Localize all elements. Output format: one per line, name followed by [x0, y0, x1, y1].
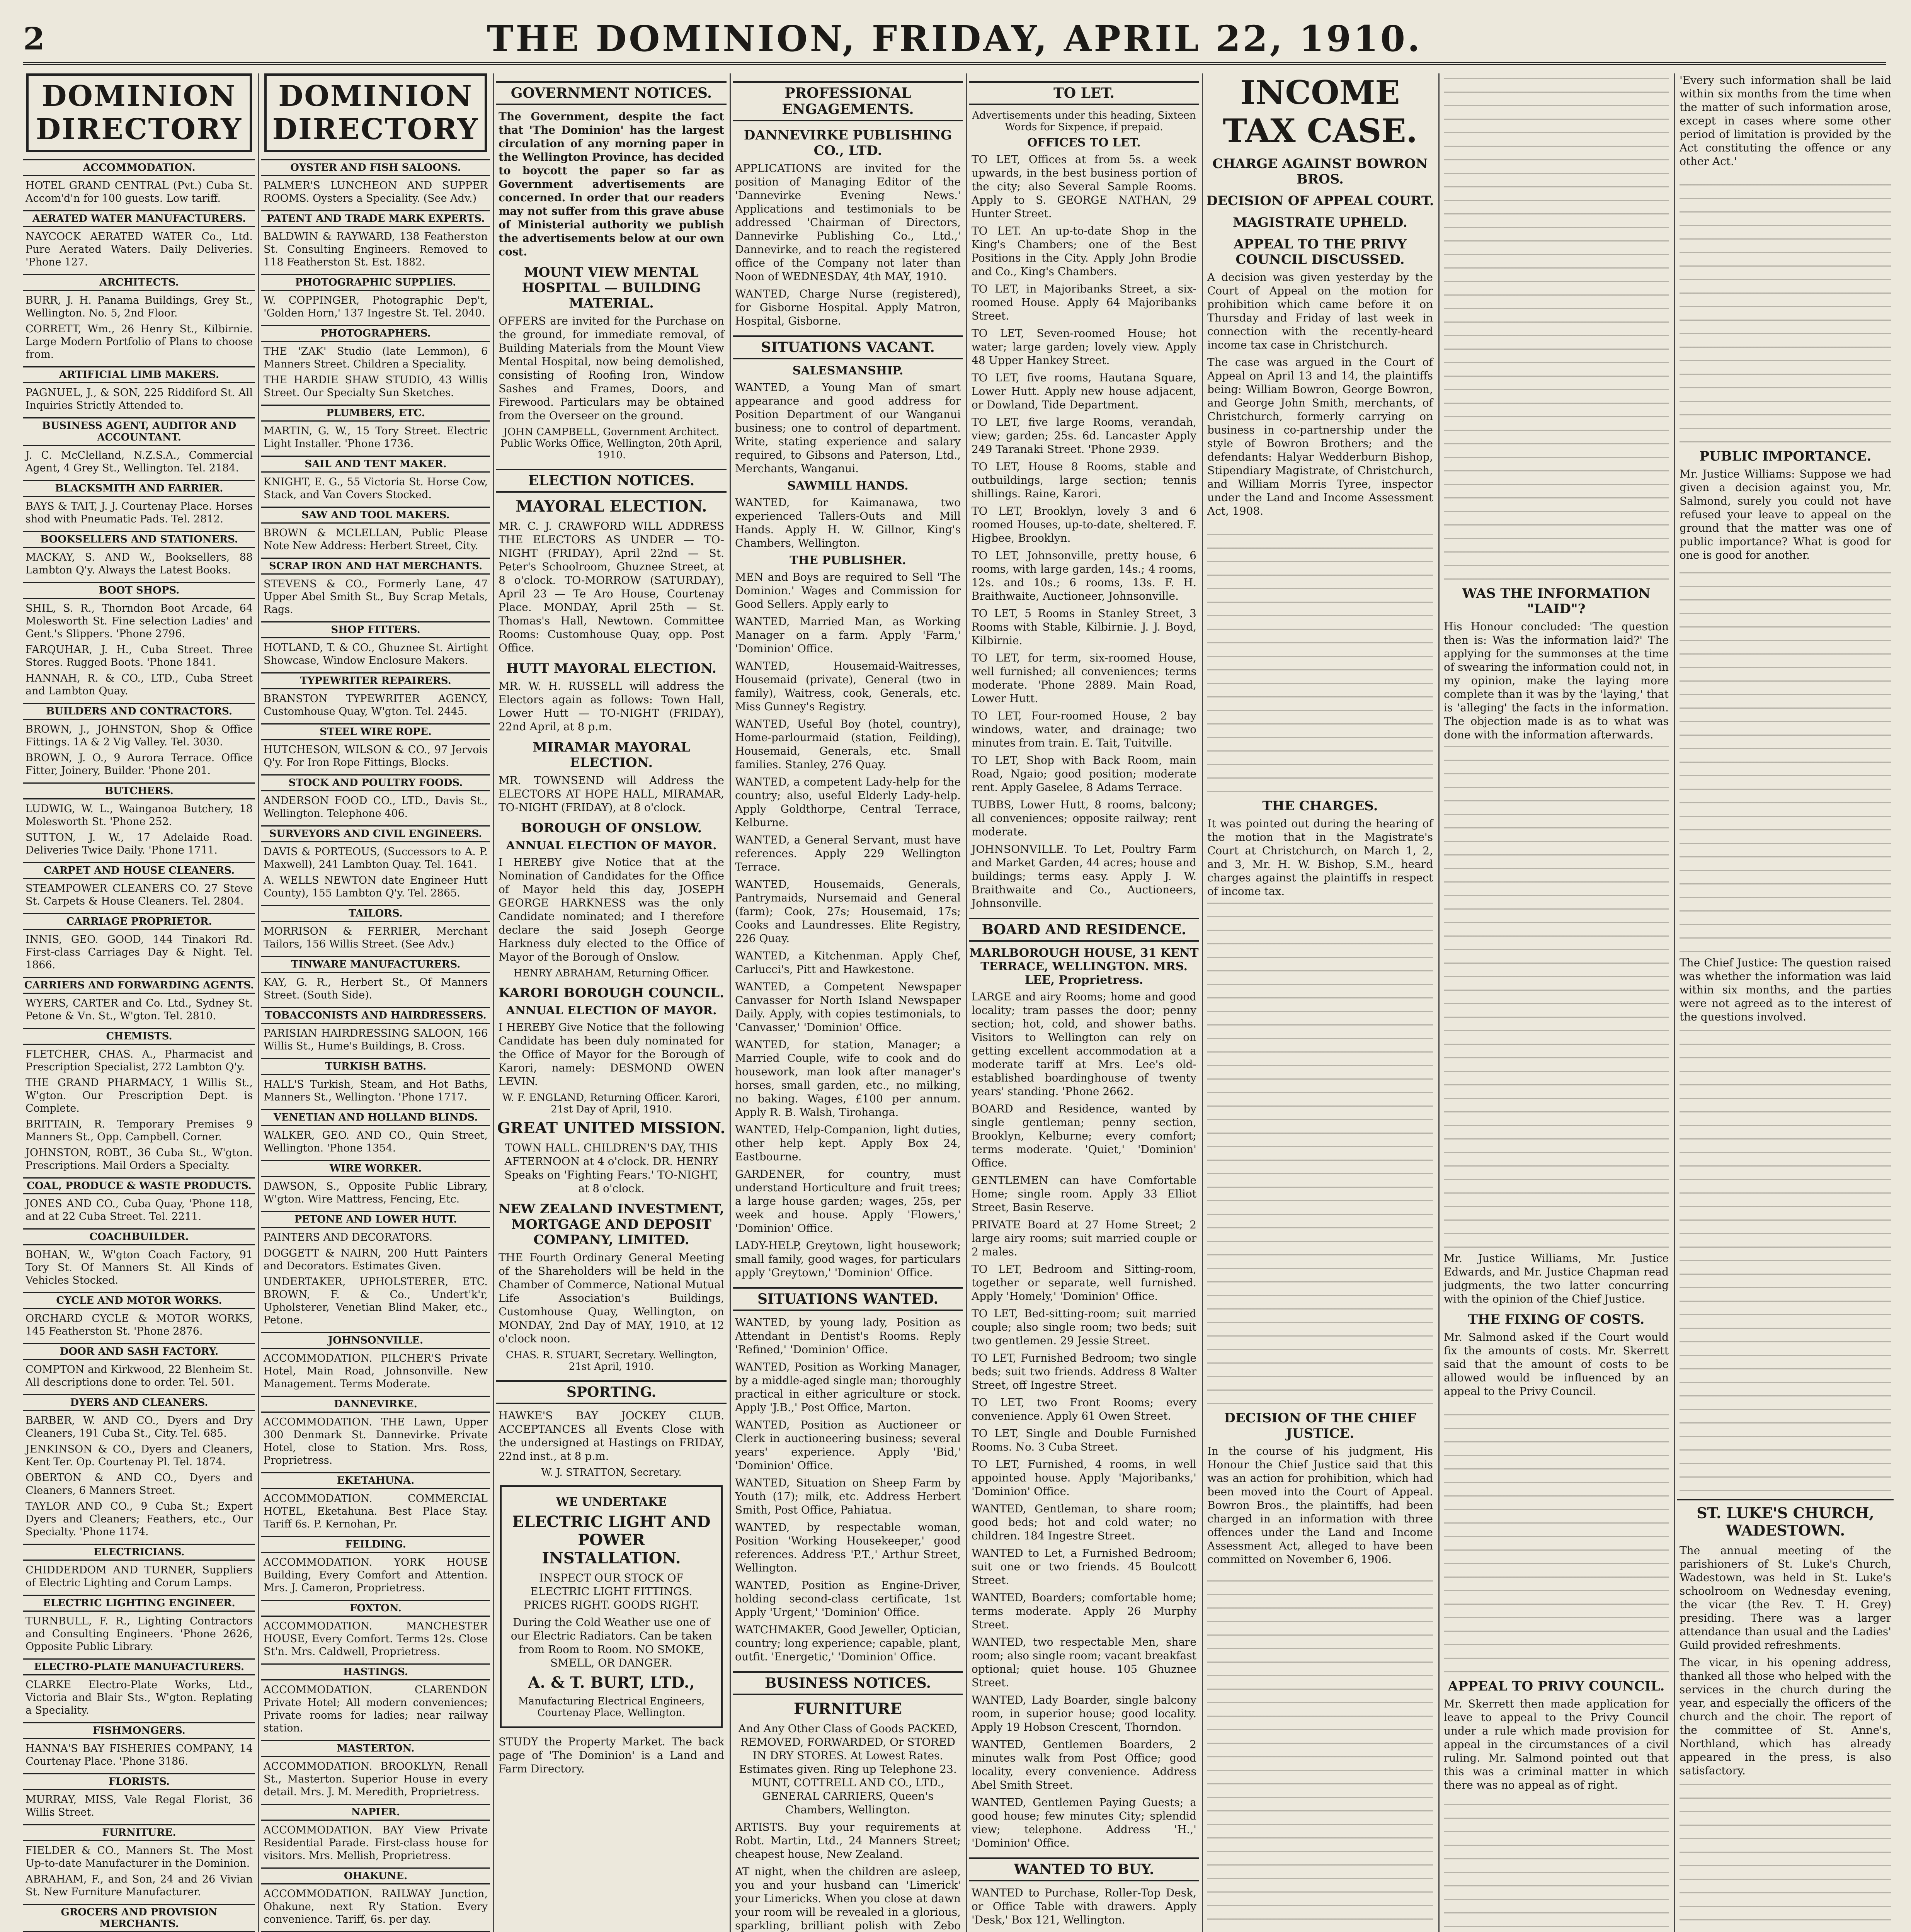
- section-note: Advertisements under this heading, Sixteen Words for Sixpence, if prepaid.: [972, 110, 1196, 133]
- signature: CHAS. R. STUART, Secretary. Wellington, 21st April, 1910.: [505, 1349, 717, 1372]
- directory-category: BUILDERS AND CONTRACTORS.: [23, 703, 255, 720]
- classified-ad: TO LET, Single and Double Furnished Rooms. No. 3 Cuba Street.: [972, 1427, 1196, 1453]
- notice-title: NEW ZEALAND INVESTMENT, MORTGAGE AND DEPOSIT COMPANY, LIMITED.: [499, 1201, 724, 1248]
- classified-ad: TO LET, Furnished, 4 rooms, in well appointed house. Apply 'Majoribanks,' 'Dominion' Office.: [972, 1458, 1196, 1498]
- paragraph: APPLICATIONS are invited for the position of Managing Editor of the 'Dannevirke Evening News.' Applications and testimonials to be addressed 'Chairman of Directors, Dannevirke Publishing Co., Ltd.,' Dannevirke, and to reach the registered office of the Company not later than Noon of WEDNESDAY, 4th MAY, 1910.: [735, 162, 961, 283]
- directory-entry: THE 'ZAK' Studio (late Lemmon), 6 Manners Street. Children a Speciality.: [264, 345, 488, 370]
- directory-entry: ACCOMMODATION. THE Lawn, Upper 300 Denmark St. Dannevirke. Private Hotel, close to Station. Mrs. Ross, Proprietress.: [264, 1416, 488, 1466]
- classified-ad: JOHNSONVILLE. To Let, Poultry Farm and Market Garden, 44 acres; house and buildings; terms easy. Apply J. W. Braithwaite and Co., Auctioneers, Johnsonville.: [972, 843, 1196, 910]
- directory-category: BUSINESS AGENT, AUDITOR AND ACCOUNTANT.: [23, 417, 255, 446]
- directory-entry: HALL'S Turkish, Steam, and Hot Baths, Manners St., Wellington. 'Phone 1717.: [264, 1078, 488, 1103]
- signature: W. J. STRATTON, Secretary.: [541, 1467, 682, 1478]
- directory-category: WIRE WORKER.: [261, 1160, 490, 1177]
- column-rule: [730, 73, 731, 1932]
- directory-entry: ACCOMMODATION. PILCHER'S Private Hotel, Main Road, Johnsonville. New Management. Terms Moderate.: [264, 1352, 488, 1390]
- classified-ad: LADY-HELP, Greytown, light housework; small family, good wages, for particulars apply 'Greytown,' 'Dominion' Office.: [735, 1239, 961, 1279]
- classified-ad: GARDENER, for country, must understand Horticulture and fruit trees; a large house garden; wages, 25s, per week and house. Apply 'Flowers,' 'Dominion' Office.: [735, 1168, 961, 1235]
- directory-category: DANNEVIRKE.: [261, 1396, 490, 1413]
- classified-ad: ARTISTS. Buy your requirements at Robt. Martin, Ltd., 24 Manners Street; cheapest house, New Zealand.: [735, 1821, 961, 1861]
- directory-category: MASTERTON.: [261, 1740, 490, 1757]
- paragraph: A decision was given yesterday by the Court of Appeal on the motion for prohibition which came before it on Thursday and Friday of last week in connection with the recently-heard income tax case in Christchurch.: [1207, 271, 1433, 351]
- paragraph: 'Every such information shall be laid within six months from the time when the matter of such information arose, except in cases where some other period of limitation is provided by the Act constituting the offence or any other Act.': [1680, 74, 1891, 168]
- directory-category: AERATED WATER MANUFACTURERS.: [23, 210, 255, 227]
- directory-entry: OBERTON & AND CO., Dyers and Cleaners, 6 Manners Street.: [26, 1472, 253, 1497]
- section-heading: SITUATIONS WANTED.: [733, 1287, 963, 1311]
- directory-entry: DAVIS & PORTEOUS, (Successors to A. P. Maxwell), 241 Lambton Quay. Tel. 1641.: [264, 846, 488, 871]
- ad-line: WE UNDERTAKE: [556, 1495, 667, 1509]
- classified-ad: TO LET, five rooms, Hautana Square, Lower Hutt. Apply new house adjacent, or Dowland, Tide Department.: [972, 371, 1196, 411]
- classified-list: [733, 1820, 963, 1932]
- directory-category: TAILORS.: [261, 905, 490, 922]
- body-text: [1444, 1402, 1669, 1672]
- directory-entry: ACCOMMODATION. YORK HOUSE Building, Every Comfort and Attention. Mrs. J. Cameron, Proprietress.: [264, 1556, 488, 1594]
- article-subhead: THE FIXING OF COSTS.: [1468, 1312, 1645, 1327]
- directory-entry: MURRAY, MISS, Vale Regal Florist, 36 Willis Street.: [26, 1794, 253, 1818]
- paragraph: WANTED, for Kaimanawa, two experienced Tallers-Outs and Mill Hands. Apply H. W. Gillnor, King's Chambers, Wellington.: [735, 496, 961, 549]
- signature: W. F. ENGLAND, Returning Officer. Karori, 21st Day of April, 1910.: [502, 1092, 721, 1115]
- paragraph: OFFERS are invited for the Purchase on the ground, for immediate removal, of Building Materials from the Mount View Mental Hospital, now being demolished, consisting of Roofing Iron, Window Sashes and Frames, Doors, and Firewood. Particulars may be obtained from the Overseer on the ground.: [499, 315, 724, 422]
- classified-ad: WANTED, Gentlemen Paying Guests; a good house; few minutes City; splendid view; telephone. Address 'H.,' 'Dominion' Office.: [972, 1796, 1196, 1849]
- notice-title: MOUNT VIEW MENTAL HOSPITAL — BUILDING MATERIAL.: [522, 265, 701, 311]
- classified-ad: TO LET, Shop with Back Room, main Road, Ngaio; good position; moderate rent. Apply Gaselee, 8 Adams Terrace.: [972, 754, 1196, 794]
- income-tax-column-2: [1441, 73, 1671, 1932]
- notice-subtitle: SALESMANSHIP.: [792, 364, 904, 378]
- body-text: [1444, 745, 1669, 1248]
- directory-entry: JOHNSTON, ROBT., 36 Cuba St., W'gton. Prescriptions. Mail Orders a Specialty.: [26, 1147, 253, 1172]
- classified-ad: TO LET, two Front Rooms; every convenience. Apply 61 Owen Street.: [972, 1396, 1196, 1422]
- directory-category: ARCHITECTS.: [23, 274, 255, 291]
- directory-entry: MORRISON & FERRIER, Merchant Tailors, 156 Willis Street. (See Adv.): [264, 925, 488, 950]
- body-text: [1207, 522, 1433, 792]
- section-heading: TO LET.: [969, 81, 1199, 105]
- ad-company: A. & T. BURT, LTD.,: [528, 1673, 695, 1692]
- directory-category: ARTIFICIAL LIMB MAKERS.: [23, 366, 255, 383]
- situations-column: [733, 73, 963, 1932]
- classified-ad: TO LET, Bedroom and Sitting-room, together or separate, well furnished. Apply 'Homely,' 'Dominion' Office.: [972, 1263, 1196, 1303]
- page-header: [23, 15, 1886, 65]
- article-subhead: WAS THE INFORMATION "LAID"?: [1462, 586, 1651, 617]
- directory-category: DOOR AND SASH FACTORY.: [23, 1343, 255, 1360]
- column-rule: [493, 73, 494, 1932]
- paragraph: And Any Other Class of Goods PACKED, REMOVED, FORWARDED, Or STORED IN DRY STORES. At Lowest Rates. Estimates given. Ring up Telephone 23. MUNT, COTTRELL AND CO., LTD., GENERAL CARRIERS, Queen's Chambers, Wellington.: [738, 1722, 958, 1816]
- income-tax-column-3: [1677, 73, 1894, 1932]
- paragraph: TOWN HALL. CHILDREN'S DAY, THIS AFTERNOON at 4 o'clock. DR. HENRY Speaks on 'Fighting Fears.' TO-NIGHT, at 8 o'clock.: [504, 1141, 718, 1195]
- directory-category: CARPET AND HOUSE CLEANERS.: [23, 862, 255, 879]
- section-heading: SITUATIONS VACANT.: [733, 335, 963, 359]
- directory-category: VENETIAN AND HOLLAND BLINDS.: [261, 1109, 490, 1126]
- paragraph: WANTED, a Young Man of smart appearance and good address for Position Department of our Wanganui business; one to control of department. Write, stating experience and salary required, to Gibsons and Paterson, Ltd., Merchants, Wanganui.: [735, 381, 961, 475]
- notice-title: BOROUGH OF ONSLOW.: [521, 820, 702, 836]
- directory-entry: BALDWIN & RAYWARD, 138 Featherston St. Consulting Engineers. Removed to 118 Featherston St. Est. 1882.: [264, 231, 488, 268]
- directory-category: OYSTER AND FISH SALOONS.: [261, 159, 490, 176]
- classified-ad: WANTED, Position as Auctioneer or Clerk in auctioneering business; several years' experience. Apply 'Bid,' 'Dominion' Office.: [735, 1418, 961, 1472]
- directory-category: CARRIAGE PROPRIETOR.: [23, 913, 255, 930]
- classified-ad: WANTED, Married Man, as Working Manager on a farm. Apply 'Farm,' 'Dominion' Office.: [735, 615, 961, 655]
- directory-category: COACHBUILDER.: [23, 1228, 255, 1245]
- wanted-list: [733, 615, 963, 1279]
- directory-entry: HOTEL GRAND CENTRAL (Pvt.) Cuba St. Accom'd'n for 100 guests. Low tariff.: [26, 180, 253, 204]
- situations-wanted-list: [733, 1316, 963, 1663]
- classified-ad: WANTED, by young lady, Position as Attendant in Dentist's Rooms. Reply 'Refined,' 'Dominion' Office.: [735, 1316, 961, 1356]
- directory-entry: DAWSON, S., Opposite Public Library, W'gton. Wire Mattress, Fencing, Etc.: [264, 1180, 488, 1205]
- classified-ad: WANTED, Situation on Sheep Farm by Youth (17); milk, etc. Address Herbert Smith, Post Office, Pahiatua.: [735, 1476, 961, 1516]
- body-text: [1680, 1027, 1891, 1491]
- directory-entry: LUDWIG, W. L., Wainganoa Butchery, 18 Molesworth St. 'Phone 252.: [26, 803, 253, 828]
- directory-entry: ACCOMMODATION. BROOKLYN, Renall St., Masterton. Superior House in every detail. Mrs. J. M. Meredith, Proprietress.: [264, 1760, 488, 1798]
- paragraph: The case was argued in the Court of Appeal on April 13 and 14, the plaintiffs being: William Bowron, George Bowron, and George John Smith, merchants, of Christchurch, formerly carrying on business in co-partnership under the style of Bowron Brothers; and the defendants: Halyar Wedderburn Bishop, Stipendiary Magistrate, of Christchurch, and William Morris Tyree, inspector under the Land and Income Assessment Act, 1908.: [1207, 356, 1433, 517]
- directory-entry: BROWN, J., JOHNSTON, Shop & Office Fittings. 1A & 2 Vig Valley. Tel. 3030.: [26, 723, 253, 748]
- classified-ad: TO LET, for term, six-roomed House, well furnished; all conveniences; terms moderate. 'Phone 2889. Main Road, Lower Hutt.: [972, 651, 1196, 705]
- directory-category: FLORISTS.: [23, 1773, 255, 1790]
- classified-ad: WANTED, Position as Working Manager, by a middle-aged single man; thoroughly practical in either agriculture or stock. Apply 'J.B.,' Post Office, Marton.: [735, 1361, 961, 1414]
- directory-category: TOBACCONISTS AND HAIRDRESSERS.: [261, 1007, 490, 1024]
- directory-entry: ACCOMMODATION. COMMERCIAL HOTEL, Eketahuna. Best Place Stay. Tariff 6s. P. Kernohan, Pr.: [264, 1493, 488, 1530]
- directory-entry: CORRETT, Wm., 26 Henry St., Kilbirnie. Large Modern Portfolio of Plans to choose from.: [26, 323, 253, 361]
- directory-category: ACCOMMODATION.: [23, 159, 255, 176]
- classified-ad: WANTED, Gentlemen Boarders, 2 minutes walk from Post Office; good locality, every convenience. Address Abel Smith Street.: [972, 1738, 1196, 1791]
- directory-entry: BARBER, W. AND CO., Dyers and Dry Cleaners, 191 Cuba St., City. Tel. 685.: [26, 1415, 253, 1439]
- paragraph: THE Fourth Ordinary General Meeting of the Shareholders will be held in the Chamber of Commerce, National Mutual Life Association's Buildings, Customhouse Quay, Wellington, on MONDAY, 2nd Day of MAY, 1910, at 12 o'clock noon.: [499, 1251, 724, 1345]
- paragraph: Mr. Justice Williams: Suppose we had given a decision against you, Mr. Salmond, surely you could not have refused your leave to appeal on the ground that the matter was one of public importance? What is good for one is good for another.: [1680, 468, 1891, 561]
- directory-entry: ACCOMMODATION. CLARENDON Private Hotel; All modern conveniences; Private rooms for ladies; near railway station.: [264, 1684, 488, 1734]
- section-heading: ELECTION NOTICES.: [496, 469, 727, 493]
- body-text: [1444, 1796, 1669, 1932]
- directory-entry: HANNA'S BAY FISHERIES COMPANY, 14 Courtenay Place. 'Phone 3186.: [26, 1743, 253, 1767]
- paragraph: It was pointed out during the hearing of the motion that in the Magistrate's Court at Christchurch, on March 1, 2, and 3, Mr. H. W. Bishop, S.M., heard charges against the plaintiffs in respect of income tax.: [1207, 817, 1433, 898]
- article-subhead: DECISION OF APPEAL COURT.: [1206, 193, 1434, 209]
- classified-ad: TO LET, Bed-sitting-room; suit married couple; also single room; two beds; suit two gentlemen. 29 Jessie Street.: [972, 1307, 1196, 1347]
- directory-entry: SHIL, S. R., Thorndon Boot Arcade, 64 Molesworth St. Fine selection Ladies' and Gent.'s Slippers. 'Phone 2796.: [26, 602, 253, 640]
- classified-ad: WANTED, Housemaids, Generals, Pantrymaids, Nursemaid and General (farm); Cook, 27s; Housemaid, 17s; Cooks and Laundresses. Elite Registry, 226 Quay.: [735, 878, 961, 945]
- directory-entry: KNIGHT, E. G., 55 Victoria St. Horse Cow, Stack, and Van Covers Stocked.: [264, 476, 488, 501]
- directory-category: FEILDING.: [261, 1536, 490, 1553]
- offices-list: [969, 153, 1199, 910]
- directory-category: SAW AND TOOL MAKERS.: [261, 507, 490, 524]
- classified-ad: WANTED, a competent Lady-help for the country; also, useful Elderly Lady-help. Apply Goldthorpe, Central Terrace, Kelburne.: [735, 776, 961, 829]
- directory-list: [261, 159, 490, 1932]
- directory-entry: BOHAN, W., W'gton Coach Factory, 91 Tory St. Of Manners St. All Kinds of Vehicles Stocked.: [26, 1249, 253, 1286]
- classified-ad: TO LET. An up-to-date Shop in the King's Chambers; one of the Best Positions in the City. Apply John Brodie and Co., King's Chambers.: [972, 224, 1196, 278]
- paragraph: WANTED to Purchase, Roller-Top Desk, or Office Table with drawers. Apply 'Desk,' Box 121, Wellington.: [972, 1886, 1196, 1926]
- classified-ad: GENTLEMEN can have Comfortable Home; single room. Apply 33 Elliot Street, Basin Reserve.: [972, 1174, 1196, 1214]
- classified-ad: AT night, when the children are asleep, you and your husband can 'Limerick' your Limericks. When you close at dawn your room will be revealed in a glorious, sparkling, brilliant polish with Zebo: [735, 1865, 961, 1932]
- directory-entry: HUTCHESON, WILSON & CO., 97 Jervois Q'y. For Iron Rope Fittings, Blocks.: [264, 744, 488, 769]
- directory-title: DOMINION DIRECTORY: [26, 73, 252, 152]
- article-subhead: APPEAL TO THE PRIVY COUNCIL DISCUSSED.: [1234, 236, 1407, 267]
- signature: JOHN CAMPBELL, Government Architect. Public Works Office, Wellington, 20th April, 1910.: [500, 426, 723, 461]
- directory-category: ELECTRICIANS.: [23, 1544, 255, 1561]
- directory-entry: THE GRAND PHARMACY, 1 Willis St., W'gton. Our Prescription Dept. is Complete.: [26, 1077, 253, 1114]
- section-heading: BUSINESS NOTICES.: [733, 1671, 963, 1695]
- notice-subtitle: MARLBOROUGH HOUSE, 31 KENT TERRACE, WELLINGTON. MRS. LEE, Proprietress.: [969, 946, 1199, 987]
- paragraph: Mr. Salmond asked if the Court would fix the amounts of costs. Mr. Skerrett said that the amount of costs to be allowed would be influenced by an appeal to the Privy Council.: [1444, 1331, 1669, 1398]
- directory-entry: ABRAHAM, F., and Son, 24 and 26 Vivian St. New Furniture Manufacturer.: [26, 1873, 253, 1898]
- directory-entry: MACKAY, S. AND W., Booksellers, 88 Lambton Q'y. Always the Latest Books.: [26, 551, 253, 576]
- directory-entry: BRITTAIN, R. Temporary Premises 9 Manners St., Opp. Campbell. Corner.: [26, 1118, 253, 1143]
- directory-entry: ACCOMMODATION. RAILWAY Junction, Ohakune, next R'y Station. Every convenience. Tariff, 6s. per day.: [264, 1888, 488, 1925]
- classified-ad: WATCHMAKER, Good Jeweller, Optician, country; long experience; capable, plant, outfit. 'Energetic,' 'Dominion' Office.: [735, 1623, 961, 1663]
- directory-category: FISHMONGERS.: [23, 1722, 255, 1739]
- classified-ad: TO LET, 5 Rooms in Stanley Street, 3 Rooms with Stable, Kilbirnie. J. J. Boyd, Kilbirnie.: [972, 607, 1196, 647]
- paragraph: Mr. Justice Williams, Mr. Justice Edwards, and Mr. Justice Chapman read judgments, the two latter concurring with the opinion of the Chief Justice.: [1444, 1252, 1669, 1305]
- column-rule: [1438, 73, 1440, 1932]
- directory-category: BOOT SHOPS.: [23, 582, 255, 599]
- paragraph: The annual meeting of the parishioners of St. Luke's Church, Wadestown, was held in St. Luke's schoolroom on Wednesday evening, the vicar (the Rev. T. H. Grey) presiding. There was a larger attendance than usual and the Ladies' Guild provided refreshments.: [1680, 1544, 1891, 1651]
- directory-category: BUTCHERS.: [23, 782, 255, 799]
- directory-category: SHOP FITTERS.: [261, 621, 490, 638]
- directory-category: JOHNSONVILLE.: [261, 1332, 490, 1349]
- paragraph: His Honour concluded: 'The question then is: Was the information laid?' The applying for the summonses at the time of swearing the information could not, in my opinion, make the laying more complete than it was by the 'laying,' that is 'alleging' the facts in the information. The objection made is as to what was done with the information afterwards.: [1444, 620, 1669, 741]
- body-text: [1207, 1570, 1433, 1932]
- body-text: [1680, 1781, 1891, 1932]
- directory-list: [23, 159, 255, 1932]
- paragraph: I HEREBY give Notice that at the Nomination of Candidates for the Office of Mayor held this day, JOSEPH GEORGE HARKNESS was the only Candidate nominated; and I therefore declare the said Joseph George Harkness duly elected to the Office of Mayor of the Borough of Onslow.: [499, 856, 724, 963]
- directory-category: OHAKUNE.: [261, 1867, 490, 1884]
- classified-ad: WANTED, Lady Boarder, single balcony room, in superior house; good locality. Apply 19 Hobson Crescent, Thorndon.: [972, 1694, 1196, 1733]
- classified-ad: TO LET, House 8 Rooms, stable and outbuildings, large section; tennis shillings. Raine, Karori.: [972, 460, 1196, 500]
- directory-entry: DOGGETT & NAIRN, 200 Hutt Painters and Decorators. Estimates Given.: [264, 1247, 488, 1272]
- directory-entry: BAYS & TAIT, J. J. Courtenay Place. Horses shod with Pneumatic Pads. Tel. 2812.: [26, 500, 253, 525]
- directory-entry: J. C. McClelland, N.Z.S.A., Commercial Agent, 4 Grey St., Wellington. Tel. 2184.: [26, 449, 253, 474]
- article-headline: ST. LUKE'S CHURCH, WADESTOWN.: [1677, 1499, 1894, 1539]
- article-subhead: DECISION OF THE CHIEF JUSTICE.: [1224, 1410, 1416, 1441]
- directory-category: GROCERS AND PROVISION MERCHANTS.: [23, 1904, 255, 1932]
- directory-category: BLACKSMITH AND FARRIER.: [23, 480, 255, 497]
- classified-ad: WANTED, for station, Manager; a Married Couple, wife to cook and do housework, man look after manager's horses, small garden, etc., no milking, no baking. Wages, £100 per annum. Apply R. B. Walsh, Tirohanga.: [735, 1038, 961, 1119]
- classified-ad: WANTED, Position as Engine-Driver, holding second-class certificate, 1st Apply 'Urgent,' 'Dominion' Office.: [735, 1579, 961, 1619]
- directory-entry: BROWN & MCLELLAN, Public Please Note New Address: Herbert Street, City.: [264, 527, 488, 552]
- directory-entry: FARQUHAR, J. H., Cuba Street. Three Stores. Rugged Boots. 'Phone 1841.: [26, 644, 253, 668]
- directory-entry: PARISIAN HAIRDRESSING SALOON, 166 Willis St., Hume's Buildings, B. Cross.: [264, 1027, 488, 1052]
- to-let-column: [969, 73, 1199, 1932]
- section-heading: SPORTING.: [496, 1380, 727, 1404]
- directory-category: CYCLE AND MOTOR WORKS.: [23, 1292, 255, 1309]
- classified-ad: TO LET, in Majoribanks Street, a six-roomed House. Apply 64 Majoribanks Street.: [972, 282, 1196, 322]
- directory-entry: BROWN, J. O., 9 Aurora Terrace. Office Fitter, Joinery, Builder. 'Phone 201.: [26, 752, 253, 777]
- directory-category: PLUMBERS, ETC.: [261, 405, 490, 422]
- classified-ad: BOARD and Residence, wanted by single gentleman; penny section, Brooklyn, Kelburne; every comfort; terms moderate. 'Quiet,' 'Dominion' Office.: [972, 1102, 1196, 1169]
- directory-entry: ANDERSON FOOD CO., LTD., Davis St., Wellington. Telephone 406.: [264, 795, 488, 820]
- directory-entry: TAYLOR AND CO., 9 Cuba St.; Expert Dyers and Cleaners; Feathers, etc., Our Specialty. 'Phone 1174.: [26, 1500, 253, 1538]
- directory-column-2: [261, 73, 490, 1932]
- article-subhead: MAGISTRATE UPHELD.: [1233, 215, 1407, 230]
- paragraph: WANTED, Charge Nurse (registered), for Gisborne Hospital. Apply Matron, Hospital, Gisborne.: [735, 287, 961, 327]
- directory-column-1: [23, 73, 255, 1932]
- page-number: 2: [23, 20, 45, 57]
- directory-entry: THE HARDIE SHAW STUDIO, 43 Willis Street. Our Specialty Sun Sketches.: [264, 374, 488, 399]
- body-text: [1680, 566, 1891, 952]
- directory-category: ELECTRIC LIGHTING ENGINEER.: [23, 1595, 255, 1612]
- directory-category: EKETAHUNA.: [261, 1472, 490, 1489]
- column-rule: [1202, 73, 1203, 1932]
- directory-category: PHOTOGRAPHERS.: [261, 325, 490, 342]
- directory-category: CHEMISTS.: [23, 1028, 255, 1045]
- classified-ad: LARGE and airy Rooms; home and good locality; tram passes the door; penny section; hot, cold, and shower baths. Visitors to Wellington can rely on getting excellent accommodation at a moderate tariff at Mrs. Lee's old-established boardinghouse of twenty years' standing. 'Phone 2662.: [972, 990, 1196, 1098]
- classified-ad: TO LET, Four-roomed House, 2 bay windows, water, and drainage; two minutes from train. E. Tait, Tuitville.: [972, 709, 1196, 749]
- directory-entry: PAINTERS AND DECORATORS.: [264, 1231, 433, 1243]
- notice-title: GREAT UNITED MISSION.: [497, 1119, 726, 1137]
- ad-line: INSPECT OUR STOCK OF ELECTRIC LIGHT FITTINGS. PRICES RIGHT. GOODS RIGHT.: [524, 1571, 699, 1611]
- board-list: [969, 990, 1199, 1850]
- notice-title: HUTT MAYORAL ELECTION.: [506, 661, 716, 676]
- directory-category: SAIL AND TENT MAKER.: [261, 456, 490, 473]
- directory-category: PETONE AND LOWER HUTT.: [261, 1211, 490, 1228]
- section-heading: PROFESSIONAL ENGAGEMENTS.: [733, 81, 963, 121]
- directory-entry: STEAMPOWER CLEANERS CO. 27 Steve St. Carpets & House Cleaners. Tel. 2804.: [26, 883, 253, 907]
- classified-ad: WANTED, Help-Companion, light duties, other help kept. Apply Box 24, Eastbourne.: [735, 1123, 961, 1163]
- directory-entry: PALMER'S LUNCHEON AND SUPPER ROOMS. Oysters a Speciality. (See Adv.): [264, 180, 488, 204]
- directory-entry: HANNAH, R. & CO., LTD., Cuba Street and Lambton Quay.: [26, 672, 253, 697]
- ad-line: During the Cold Weather use one of our Electric Radiators. Can be taken from Room to Room. NO SMOKE, SMELL, OR DANGER.: [511, 1616, 712, 1669]
- classified-ad: TO LET, Johnsonville, pretty house, 6 rooms, with large garden, 14s.; 4 rooms, 12s. and 10s.; 6 rooms, 13s. F. H. Braithwaite, Auctioneer, Johnsonville.: [972, 549, 1196, 602]
- directory-entry: WALKER, GEO. AND CO., Quin Street, Wellington. 'Phone 1354.: [264, 1129, 488, 1154]
- notice-subtitle: THE PUBLISHER.: [790, 554, 906, 567]
- article-subhead: PUBLIC IMPORTANCE.: [1699, 449, 1872, 464]
- paragraph: MR. W. H. RUSSELL will address the Electors again as follows: Town Hall, Lower Hutt — TO-NIGHT (FRIDAY), 22nd April, at 8 p.m.: [499, 680, 724, 733]
- directory-entry: ORCHARD CYCLE & MOTOR WORKS, 145 Featherston St. 'Phone 2876.: [26, 1313, 253, 1337]
- directory-category: TYPEWRITER REPAIRERS.: [261, 672, 490, 689]
- classified-ad: WANTED, two respectable Men, share room; also single room; vacant breakfast optional; quiet house. 105 Ghuznee Street.: [972, 1636, 1196, 1689]
- directory-entry: UNDERTAKER, UPHOLSTERER, ETC. BROWN, F. & Co., Undert'k'r, Upholsterer, Venetian Blind Maker, etc., Petone.: [264, 1276, 488, 1326]
- directory-category: SCRAP IRON AND HAT MERCHANTS.: [261, 558, 490, 575]
- directory-category: CARRIERS AND FORWARDING AGENTS.: [23, 977, 255, 994]
- directory-entry: MARTIN, G. W., 15 Tory Street. Electric Light Installer. 'Phone 1736.: [264, 425, 488, 450]
- directory-category: ELECTRO-PLATE MANUFACTURERS.: [23, 1658, 255, 1675]
- paragraph: HAWKE'S BAY JOCKEY CLUB. ACCEPTANCES all Events Close with the undersigned at Hastings on FRIDAY, 22nd inst., at 8 p.m.: [499, 1409, 724, 1463]
- classified-ad: WANTED, a General Servant, must have references. Apply 229 Wellington Terrace.: [735, 833, 961, 873]
- directory-entry: JENKINSON & CO., Dyers and Cleaners, Kent Ter. Op. Courtenay Pl. Tel. 1874.: [26, 1443, 253, 1468]
- classified-ad: WANTED, a Kitchenman. Apply Chef, Carlucci's, Pitt and Hawkestone.: [735, 949, 961, 976]
- directory-entry: A. WELLS NEWTON date Engineer Hutt County), 155 Lambton Q'y. Tel. 2865.: [264, 874, 488, 899]
- section-heading: WANTED TO BUY.: [969, 1857, 1199, 1881]
- article-headline: INCOME TAX CASE.: [1223, 73, 1418, 150]
- directory-entry: FLETCHER, CHAS. A., Pharmacist and Prescription Specialist, 272 Lambton Q'y.: [26, 1048, 253, 1073]
- electric-light-ad: [500, 1485, 723, 1728]
- ad-line: Manufacturing Electrical Engineers, Courtenay Place, Wellington.: [518, 1696, 705, 1719]
- directory-entry: STEVENS & CO., Formerly Lane, 47 Upper Abel Smith St., Buy Scrap Metals, Rags.: [264, 578, 488, 616]
- paragraph: MEN and Boys are required to Sell 'The Dominion.' Wages and Commission for Good Sellers. Apply early to: [735, 571, 961, 611]
- directory-category: NAPIER.: [261, 1804, 490, 1821]
- classified-ad: WANTED, Gentleman, to share room; good beds; hot and cold water; no children. 184 Ingestre Street.: [972, 1502, 1196, 1542]
- body-text: [1680, 172, 1891, 442]
- paragraph: The Chief Justice: The question raised was whether the information was laid within six months, and the parties were not agreed as to the interest of the questions involved.: [1680, 956, 1891, 1023]
- column-rule: [966, 73, 967, 1932]
- paragraph: The Government, despite the fact that 'The Dominion' has the largest circulation of any morning paper in the Wellington Province, has decided to boycott the paper so far as Government advertisements are concerned. In order that our readers may not suffer from this grave abuse of Ministerial authority we publish the advertisements below at our own cost.: [499, 110, 724, 258]
- article-subhead: CHARGE AGAINST BOWRON BROS.: [1212, 156, 1428, 187]
- ad-headline: ELECTRIC LIGHT AND POWER INSTALLATION.: [512, 1513, 711, 1567]
- directory-entry: ACCOMMODATION. MANCHESTER HOUSE, Every Comfort. Terms 12s. Close St'n. Mrs. Caldwell, Proprietress.: [264, 1620, 488, 1658]
- directory-category: COAL, PRODUCE & WASTE PRODUCTS.: [23, 1177, 255, 1194]
- signature: HENRY ABRAHAM, Returning Officer.: [513, 968, 710, 979]
- paragraph: In the course of his judgment, His Honour the Chief Justice said that this was an action for prohibition, which had been moved into the Court of Appeal. Bowron Bros., the plaintiffs, had been charged in an information with three offences under the Land and Income Assessment Act, alleged to have been committed on November 6, 1906.: [1207, 1445, 1433, 1566]
- directory-entry: NAYCOCK AERATED WATER Co., Ltd. Pure Aerated Waters. Daily Deliveries. 'Phone 127.: [26, 231, 253, 268]
- column-rule: [258, 73, 259, 1932]
- paragraph: MR. TOWNSEND will Address the ELECTORS AT HOPE HALL, MIRAMAR, TO-NIGHT (FRIDAY), at 8 o'clock.: [499, 774, 724, 814]
- classified-ad: PRIVATE Board at 27 Home Street; 2 large airy rooms; suit married couple or 2 males.: [972, 1218, 1196, 1258]
- notices-column: [496, 73, 727, 1932]
- directory-entry: CHIDDERDOM AND TURNER, Suppliers of Electric Lighting and Corum Lamps.: [26, 1564, 253, 1589]
- body-text: [1444, 77, 1669, 580]
- directory-entry: KAY, G. R., Herbert St., Of Manners Street. (South Side).: [264, 976, 488, 1001]
- directory-entry: PAGNUEL, J., & SON, 225 Riddiford St. All Inquiries Strictly Attended to.: [26, 387, 253, 412]
- paragraph: The vicar, in his opening address, thanked all those who helped with the services in the church during the year, and especially the officers of the church and the choir. The report of the committee of St. Anne's, Northland, which has already appeared in the press, is also satisfactory.: [1680, 1656, 1891, 1777]
- classified-ad: WANTED, a Competent Newspaper Canvasser for North Island Newspaper Daily. Apply, with copies testimonials, to 'Canvasser,' 'Dominion' Office.: [735, 980, 961, 1034]
- classified-ad: WANTED, Useful Boy (hotel, country), Home-parlourmaid (station, Feilding), Housemaid, Generals, etc. Small families. Stanley, 276 Quay.: [735, 718, 961, 771]
- directory-category: TINWARE MANUFACTURERS.: [261, 956, 490, 973]
- directory-entry: ACCOMMODATION. BAY View Private Residential Parade. First-class house for visitors. Mrs. Mellish, Proprietress.: [264, 1824, 488, 1862]
- directory-title: DOMINION DIRECTORY: [264, 73, 487, 152]
- directory-category: SURVEYORS AND CIVIL ENGINEERS.: [261, 825, 490, 842]
- notice-subtitle: OFFICES TO LET.: [1027, 136, 1141, 150]
- body-text: [1207, 902, 1433, 1404]
- directory-category: FOXTON.: [261, 1600, 490, 1617]
- notice-subtitle: ANNUAL ELECTION OF MAYOR.: [506, 839, 717, 852]
- directory-entry: COMPTON and Kirkwood, 22 Blenheim St. All descriptions done to order. Tel. 501.: [26, 1364, 253, 1388]
- income-tax-column: [1205, 73, 1435, 1932]
- article-subhead: THE CHARGES.: [1262, 798, 1378, 814]
- classified-ad: WANTED, Boarders; comfortable home; terms moderate. Apply 26 Murphy Street.: [972, 1591, 1196, 1631]
- article-subhead: APPEAL TO PRIVY COUNCIL.: [1448, 1679, 1665, 1694]
- directory-category: HASTINGS.: [261, 1663, 490, 1680]
- notice-subtitle: SAWMILL HANDS.: [787, 479, 909, 493]
- paragraph: MR. C. J. CRAWFORD WILL ADDRESS THE ELECTORS AS UNDER — TO-NIGHT (FRIDAY), April 22nd — St. Peter's Schoolroom, Ghuznee Street, at 8 o'clock. TO-MORROW (SATURDAY), April 23 — Te Aro House, Courtenay Place. MONDAY, April 25th — St. Thomas's Hall, Newtown. Committee Rooms: Customhouse Quay, opp. Post Office.: [499, 520, 724, 654]
- ad-headline: FURNITURE: [793, 1700, 902, 1718]
- masthead: THE DOMINION, FRIDAY, APRIL 22, 1910.: [487, 18, 1423, 60]
- directory-entry: SUTTON, J. W., 17 Adelaide Road. Deliveries Twice Daily. 'Phone 1711.: [26, 832, 253, 856]
- notice-subtitle: ANNUAL ELECTION OF MAYOR.: [506, 1004, 717, 1017]
- directory-entry: WYERS, CARTER and Co. Ltd., Sydney St. Petone & Vn. St., W'gton. Tel. 2810.: [26, 997, 253, 1022]
- directory-category: DYERS AND CLEANERS.: [23, 1394, 255, 1411]
- directory-entry: FIELDER & CO., Manners St. The Most Up-to-date Manufacturer in the Dominion.: [26, 1845, 253, 1869]
- classified-ad: TO LET, five large Rooms, verandah, view; garden; 25s. 6d. Lancaster Apply 249 Taranaki Street. 'Phone 2939.: [972, 416, 1196, 456]
- classified-ad: WANTED, Housemaid-Waitresses, Housemaid (private), General (two in family), Waitress, cook, Generals, etc. Miss Gunney's Registry.: [735, 660, 961, 713]
- classified-ad: WANTED, by respectable woman, Position 'Working Housekeeper,' good references. Address 'P.T.,' Arthur Street, Wellington.: [735, 1521, 961, 1574]
- section-heading: BOARD AND RESIDENCE.: [969, 918, 1199, 942]
- notice-title: KARORI BOROUGH COUNCIL.: [498, 985, 725, 1001]
- section-heading: GOVERNMENT NOTICES.: [496, 81, 727, 105]
- paragraph: Mr. Skerrett then made application for leave to appeal to the Privy Council under a rule which made provision for appeal in the circumstances of a civil ruling. Mr. Salmond pointed out that this was a criminal matter in which there was no appeal as of right.: [1444, 1697, 1669, 1791]
- directory-entry: JONES AND CO., Cuba Quay, 'Phone 118, and at 22 Cuba Street. Tel. 2211.: [26, 1198, 253, 1223]
- classified-ad: TO LET, Offices at from 5s. a week upwards, in the best business portion of the city; also Several Sample Rooms. Apply to S. GEORGE NATHAN, 29 Hunter Street.: [972, 153, 1196, 220]
- paragraph: I HEREBY Give Notice that the following Candidate has been duly nominated for the Office of Mayor for the Borough of Karori, namely: DESMOND OWEN LEVIN.: [499, 1021, 724, 1088]
- directory-entry: BRANSTON TYPEWRITER AGENCY, Customhouse Quay, W'gton. Tel. 2445.: [264, 693, 488, 718]
- directory-entry: BURR, J. H. Panama Buildings, Grey St., Wellington. No. 5, 2nd Floor.: [26, 294, 253, 319]
- directory-entry: INNIS, GEO. GOOD, 144 Tinakori Rd. First-class Carriages Day & Night. Tel. 1866.: [26, 934, 253, 971]
- directory-category: STEEL WIRE ROPE.: [261, 723, 490, 740]
- classified-ad: TO LET, Furnished Bedroom; two single beds; suit two friends. Address 8 Walter Street, off Ingestre Street.: [972, 1352, 1196, 1391]
- directory-category: BOOKSELLERS AND STATIONERS.: [23, 531, 255, 548]
- classified-ad: WANTED to Let, a Furnished Bedroom; suit one or two friends. 45 Boulcott Street.: [972, 1547, 1196, 1587]
- notice-title: MAYORAL ELECTION.: [516, 497, 707, 515]
- classified-ad: TO LET, Brooklyn, lovely 3 and 6 roomed Houses, up-to-date, sheltered. F. Higbee, Brooklyn.: [972, 505, 1196, 544]
- directory-category: PHOTOGRAPHIC SUPPLIES.: [261, 274, 490, 291]
- notice-title: DANNEVIRKE PUBLISHING CO., LTD.: [744, 128, 952, 158]
- directory-entry: HOTLAND, T. & CO., Ghuznee St. Airtight Showcase, Window Enclosure Makers.: [264, 642, 488, 667]
- directory-category: STOCK AND POULTRY FOODS.: [261, 774, 490, 791]
- paragraph: STUDY the Property Market. The back page of 'The Dominion' is a Land and Farm Directory.: [499, 1735, 724, 1775]
- notice-title: MIRAMAR MAYORAL ELECTION.: [533, 740, 690, 770]
- classified-ad: TO LET, Seven-roomed House; hot water; large garden; lovely view. Apply 48 Upper Hankey Street.: [972, 327, 1196, 367]
- directory-category: TURKISH BATHS.: [261, 1058, 490, 1075]
- column-rule: [1674, 73, 1675, 1932]
- classified-ad: TUBBS, Lower Hutt, 8 rooms, balcony; all conveniences; opposite railway; rent moderate.: [972, 798, 1196, 838]
- directory-category: FURNITURE.: [23, 1824, 255, 1841]
- directory-entry: TURNBULL, F. R., Lighting Contractors and Consulting Engineers. 'Phone 2626, Opposite Public Library.: [26, 1615, 253, 1653]
- directory-entry: CLARKE Electro-Plate Works, Ltd., Victoria and Blair Sts., W'gton. Replating a Speciality.: [26, 1679, 253, 1716]
- directory-category: PATENT AND TRADE MARK EXPERTS.: [261, 210, 490, 227]
- directory-entry: W. COPPINGER, Photographic Dep't, 'Golden Horn,' 137 Ingestre St. Tel. 2040.: [264, 294, 488, 319]
